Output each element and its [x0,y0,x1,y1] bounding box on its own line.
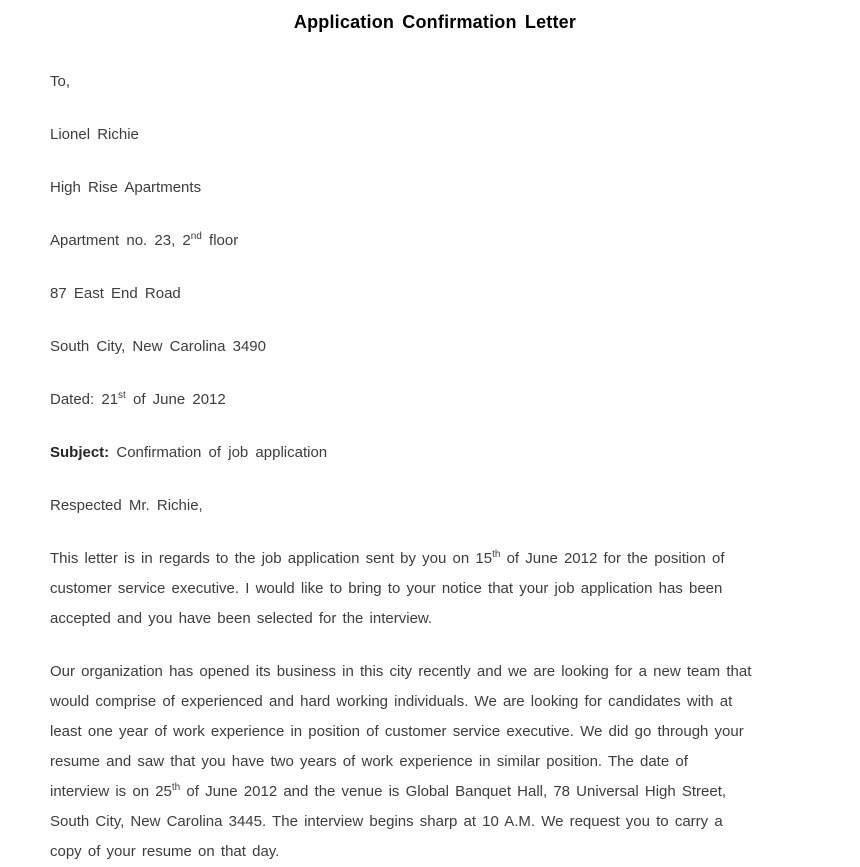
paragraph-line [50,544,820,574]
paragraph-line [50,777,820,807]
text-run: of June 2012 for the position of [500,550,725,567]
letter-date [50,385,820,415]
text-run: Dated: 21 [50,391,119,408]
text-run: Our organization has opened its business in this city recently and we are looking for a new team that [50,663,752,680]
body-paragraph-2 [50,657,820,867]
text-run: resume and saw that you have two years of work experience in similar position. The date of [50,753,688,770]
text-run: copy of your resume on that day. [50,843,280,860]
paragraph-line [50,604,820,634]
document-title: Application Confirmation Letter [293,12,577,32]
ordinal-superscript: st [118,390,126,401]
paragraph-line [50,747,820,777]
salutation-to: To, [50,73,71,90]
subject-text: Confirmation of job application [109,444,328,461]
text-run: of June 2012 [125,391,226,408]
recipient-company: High Rise Apartments [50,179,202,196]
subject-label: Subject: [50,444,110,461]
paragraph-line [50,574,820,604]
recipient-name: Lionel Richie [50,126,139,143]
text-run: This letter is in regards to the job application sent by you on 15 [50,550,493,567]
text-run: Apartment no. 23, 2 [50,232,191,249]
text-run: South City, New Carolina 3445. The interview begins sharp at 10 A.M. We request you to carry a [50,813,723,830]
text-run: interview is on 25 [50,783,172,800]
paragraph-line [50,717,820,747]
recipient-address-city: South City, New Carolina 3490 [50,338,266,355]
ordinal-superscript: th [171,782,181,793]
recipient-address-street: 87 East End Road [50,285,181,302]
paragraph-line [50,687,820,717]
text-run: customer service executive. I would like to bring to your notice that your job application has been [50,580,723,597]
subject-line [50,438,820,468]
paragraph-line [50,807,820,837]
text-run: of June 2012 and the venue is Global Banquet Hall, 78 Universal High Street, [180,783,727,800]
text-run: floor [201,232,239,249]
text-run: would comprise of experienced and hard working individuals. We are looking for candidates with at [50,693,733,710]
text-run: least one year of work experience in position of customer service executive. We did go through your [50,723,744,740]
ordinal-superscript: nd [190,231,202,242]
body-paragraph-1 [50,544,820,634]
text-run: accepted and you have been selected for the interview. [50,610,433,627]
paragraph-line [50,657,820,687]
greeting: Respected Mr. Richie, [50,497,203,514]
recipient-address-apartment [50,226,820,256]
ordinal-superscript: th [492,549,501,560]
